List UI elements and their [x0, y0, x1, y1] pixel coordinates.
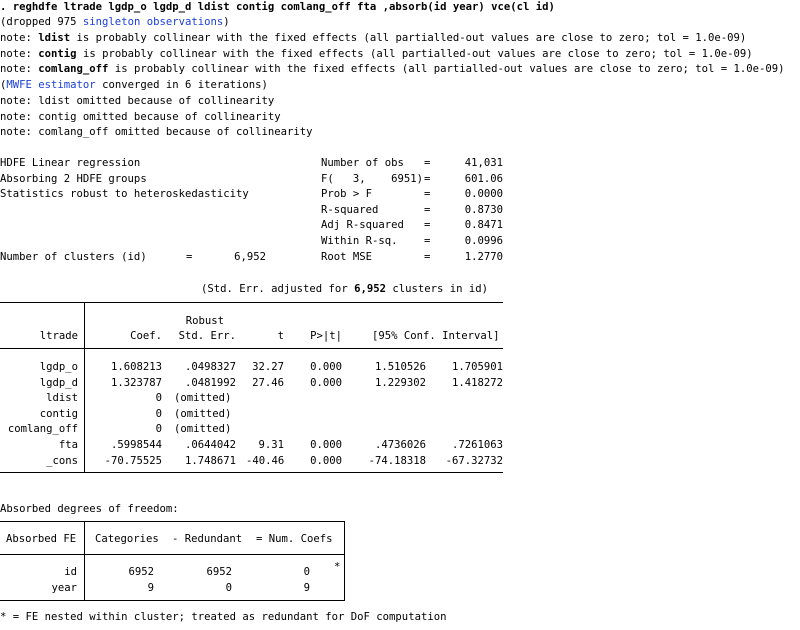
row-ci-low: .4736026 — [374, 439, 426, 451]
stat-eq: = — [424, 172, 431, 185]
row-ci-high: .7261063 — [451, 439, 503, 451]
clusters-eq: = — [186, 251, 193, 263]
row-p: 0.000 — [310, 361, 342, 373]
row-t: 27.46 — [252, 376, 284, 389]
stat-value: 0.8471 — [464, 219, 503, 232]
note-prefix: note: — [0, 32, 39, 44]
row-variable: contig — [39, 407, 78, 420]
row-ci-low: 1.229302 — [374, 376, 426, 389]
stat-eq: = — [424, 219, 431, 232]
note-text: is probably collinear with the fixed effects (all partialled-out values are close to zero; tol = 1.0e-09) — [70, 32, 747, 44]
clusters-value: 6,952 — [234, 251, 266, 263]
col-coef: Coef. — [130, 330, 162, 342]
row-se: (omitted) — [174, 392, 232, 405]
stat-label: R-squared — [321, 203, 379, 216]
stat-value: 601.06 — [464, 172, 503, 185]
absorbed-bottom-rule — [0, 600, 345, 601]
omitted-note: note: ldist omitted because of collinearity — [0, 95, 275, 107]
note-text: is probably collinear with the fixed effects (all partialled-out values are close to zero; tol = 1.0e-09) — [108, 63, 785, 75]
singleton-observations-link[interactable]: singleton observations — [82, 16, 224, 28]
header-info-line: Absorbing 2 HDFE groups — [0, 172, 147, 185]
absorbed-header-rule — [0, 554, 345, 555]
absorbed-col-fe: Absorbed FE — [6, 533, 77, 545]
row-coef: 0 — [155, 423, 162, 436]
stat-eq: = — [424, 250, 431, 263]
stat-label: Number of obs — [321, 157, 404, 169]
stat-eq: = — [424, 235, 431, 247]
command-line: . reghdfe ltrade lgdp_o lgdp_d ldist contig comlang_off fta ,absorb(id year) vce(cl id) — [0, 1, 555, 13]
absorbed-col-cat: Categories — [95, 533, 159, 545]
note-variable: ldist — [38, 32, 71, 44]
row-variable: lgdp_d — [39, 376, 78, 389]
clusters-label: Number of clusters (id) — [0, 251, 147, 263]
absorbed-star: * — [334, 561, 341, 573]
note-prefix: note: — [0, 47, 39, 60]
omitted-note: note: comlang_off omitted because of collinearity — [0, 126, 313, 138]
absorbed-categories: 6952 — [128, 566, 154, 578]
row-p: 0.000 — [310, 454, 342, 467]
stat-label: Root MSE — [321, 250, 373, 263]
row-coef: 0 — [155, 407, 162, 420]
stat-eq: = — [424, 188, 431, 201]
row-p: 0.000 — [310, 376, 342, 389]
stat-label: F( 3, 6951) — [321, 172, 424, 185]
footnote: * = FE nested within cluster; treated as redundant for DoF computation — [0, 611, 447, 623]
row-p: 0.000 — [310, 439, 342, 451]
absorbed-top-rule — [0, 521, 344, 522]
col-ci: [95% Conf. Interval] — [372, 330, 500, 342]
row-se: .0481992 — [184, 376, 236, 389]
stat-value: 1.2770 — [464, 250, 503, 263]
absorbed-col-red: - Redundant — [172, 533, 243, 545]
absorbed-num-coefs: 0 — [303, 566, 310, 578]
absorbed-categories: 9 — [147, 581, 154, 594]
stat-label: Prob > F — [321, 188, 373, 201]
absorbed-title: Absorbed degrees of freedom: — [0, 503, 179, 515]
table-divider — [84, 302, 85, 472]
row-ci-low: 1.510526 — [374, 361, 426, 373]
std-err-note — [201, 283, 488, 296]
mwfe-estimator-link[interactable]: MWFE estimator — [6, 79, 96, 91]
stat-label: Adj R-squared — [321, 219, 404, 232]
std-err-post: clusters in id) — [385, 283, 489, 295]
stat-eq: = — [424, 157, 431, 169]
absorbed-col-num: = Num. Coefs — [256, 533, 333, 545]
row-se: (omitted) — [174, 423, 232, 436]
table-header-rule — [0, 348, 503, 349]
row-coef: .5998544 — [110, 439, 162, 451]
absorbed-fe: year — [51, 581, 77, 594]
col-p: P>|t| — [310, 330, 342, 342]
depvar-label: ltrade — [39, 330, 78, 342]
collinear-note — [0, 63, 785, 76]
stat-value: 0.8730 — [464, 203, 503, 216]
std-err-pre: (Std. Err. adjusted for — [201, 283, 355, 295]
row-variable: ldist — [46, 392, 78, 405]
absorbed-fe: id — [64, 566, 77, 578]
row-se: (omitted) — [174, 407, 232, 420]
row-variable: comlang_off — [7, 423, 78, 436]
dropped-text: (dropped 975 — [0, 16, 83, 28]
row-coef: 0 — [155, 392, 162, 405]
header-info-line: HDFE Linear regression — [0, 157, 141, 169]
stat-label: Within R-sq. — [321, 235, 398, 247]
note-prefix: note: — [0, 63, 39, 75]
col-t: t — [277, 330, 284, 342]
stat-eq: = — [424, 203, 431, 216]
row-se: .0644042 — [184, 439, 236, 451]
absorbed-redundant: 6952 — [206, 566, 232, 578]
col-se: Std. Err. — [178, 330, 236, 342]
converged-open: ( — [0, 79, 7, 91]
absorbed-divider — [84, 521, 85, 601]
row-se: 1.748671 — [184, 454, 236, 467]
row-variable: fta — [58, 439, 78, 451]
note-variable: comlang_off — [38, 63, 109, 75]
absorbed-redundant: 0 — [225, 581, 232, 594]
row-ci-high: 1.705901 — [451, 361, 503, 373]
note-text: is probably collinear with the fixed effects (all partialled-out values are close to zero; tol = 1.0e-09) — [76, 47, 753, 60]
absorbed-right-rule — [344, 521, 345, 601]
dropped-note — [0, 16, 230, 29]
converged-note — [0, 79, 268, 92]
row-coef: 1.323787 — [110, 376, 162, 389]
row-t: 32.27 — [252, 361, 284, 373]
row-t: -40.46 — [246, 454, 285, 467]
row-t: 9.31 — [258, 439, 284, 451]
table-top-rule — [0, 302, 503, 303]
collinear-note — [0, 32, 746, 45]
absorbed-num-coefs: 9 — [303, 581, 310, 594]
omitted-note: note: contig omitted because of collinearity — [0, 110, 281, 123]
row-variable: _cons — [46, 454, 78, 467]
robust-label: Robust — [185, 315, 224, 327]
note-variable: contig — [38, 47, 77, 60]
stat-value: 41,031 — [464, 157, 503, 169]
row-ci-low: -74.18318 — [368, 454, 426, 467]
row-variable: lgdp_o — [39, 361, 78, 373]
dropped-close: ) — [223, 16, 230, 28]
row-coef: -70.75525 — [104, 454, 162, 467]
row-ci-high: -67.32732 — [445, 454, 503, 467]
header-info-line: Statistics robust to heteroskedasticity — [0, 188, 249, 200]
stat-value: 0.0000 — [464, 188, 503, 201]
row-ci-high: 1.418272 — [451, 376, 503, 389]
row-coef: 1.608213 — [110, 361, 162, 373]
stat-value: 0.0996 — [464, 235, 503, 247]
std-err-clusters: 6,952 — [354, 283, 386, 295]
table-bottom-rule — [0, 472, 503, 473]
row-se: .0498327 — [184, 361, 236, 373]
collinear-note — [0, 48, 753, 61]
converged-text: converged in 6 iterations) — [95, 79, 268, 91]
